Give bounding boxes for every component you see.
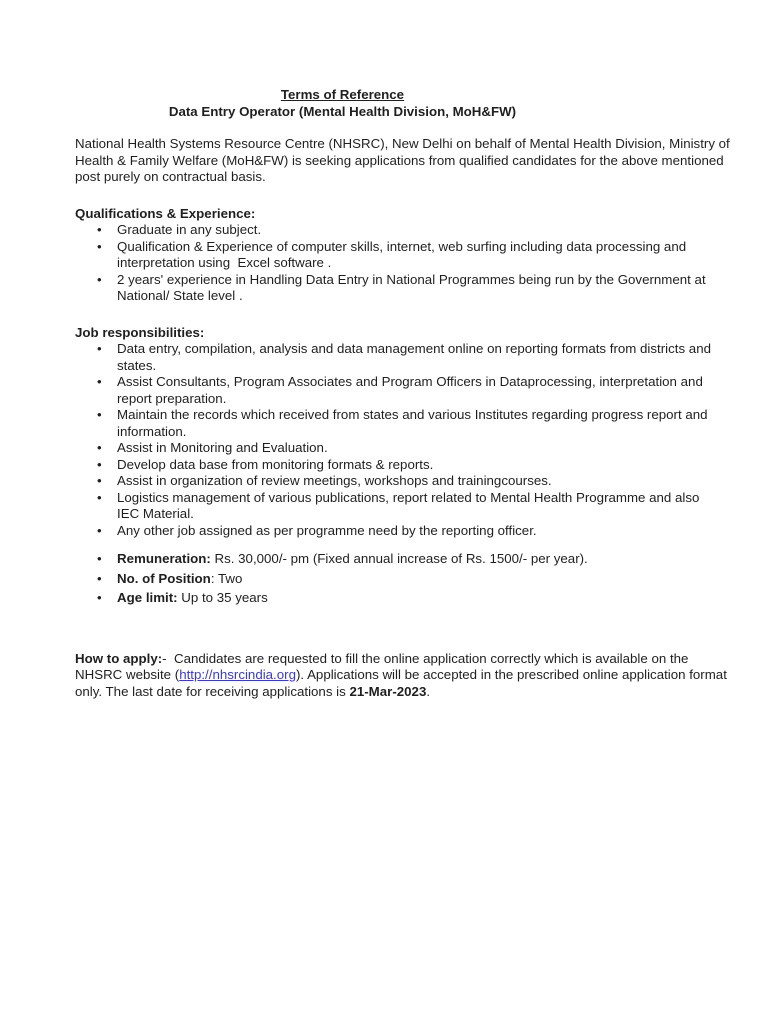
list-item bbox=[97, 271, 725, 305]
bullet-icon: • bbox=[97, 590, 102, 605]
qualifications-heading: Qualifications & Experience: bbox=[75, 205, 256, 221]
how-to-apply-paragraph bbox=[75, 651, 730, 701]
bullet-icon: • bbox=[97, 551, 102, 566]
detail-remuneration bbox=[97, 551, 725, 568]
detail-age-limit bbox=[97, 590, 725, 607]
bullet-text: Develop data base from monitoring formats & reports. bbox=[117, 456, 434, 472]
page-subtitle: Data Entry Operator (Mental Health Division, MoH&FW) bbox=[168, 103, 517, 119]
detail-positions bbox=[97, 570, 725, 588]
bullet-text: Any other job assigned as per programme need by the reporting officer. bbox=[117, 522, 537, 538]
bullet-text: Assist in Monitoring and Evaluation. bbox=[117, 440, 328, 455]
bullet-icon: • bbox=[97, 456, 102, 472]
list-item bbox=[97, 222, 725, 239]
bullet-icon: • bbox=[97, 238, 102, 254]
detail-value: Up to 35 years bbox=[177, 590, 268, 605]
position-details-list bbox=[75, 551, 725, 607]
qualifications-list bbox=[75, 222, 725, 305]
how-to-apply-label: How to apply: bbox=[75, 650, 163, 666]
apply-text-end: . bbox=[426, 683, 431, 699]
bullet-text: Graduate in any subject. bbox=[117, 222, 262, 237]
list-item bbox=[97, 456, 725, 474]
bullet-text: 2 years' experience in Handling Data Entry in National Programmes being run by the Government at National/ State level . bbox=[117, 271, 710, 303]
bullet-icon: • bbox=[97, 341, 102, 356]
list-item bbox=[97, 341, 725, 374]
bullet-icon: • bbox=[97, 374, 102, 389]
detail-label: Age limit: bbox=[117, 590, 178, 605]
bullet-icon: • bbox=[97, 489, 102, 505]
apply-text-after-link: ). Applications will be accepted in the prescribed online application format only. The last date for receiving applications is bbox=[75, 667, 731, 699]
bullet-text: Assist Consultants, Program Associates and Program Officers in Dataprocessing, interpretation and report preparation. bbox=[117, 374, 707, 406]
detail-label: Remuneration: bbox=[117, 551, 211, 566]
section-qualifications bbox=[75, 206, 730, 305]
intro-paragraph: National Health Systems Resource Centre (NHSRC), New Delhi on behalf of Mental Health Division, Ministry of Health & Family Welfare (MoH&FW) is seeking applications from qualified candidates for the above mentioned post purely on contractual basis. bbox=[75, 136, 734, 184]
bullet-icon: • bbox=[97, 440, 102, 455]
responsibilities-list bbox=[75, 341, 725, 539]
detail-label: No. of Position bbox=[117, 570, 211, 586]
bullet-text: Data entry, compilation, analysis and data management online on reporting formats from districts and states. bbox=[117, 341, 715, 373]
bullet-text: Maintain the records which received from states and various Institutes regarding progress report and information. bbox=[117, 407, 712, 439]
list-item bbox=[97, 374, 725, 407]
bullet-icon: • bbox=[97, 222, 102, 237]
bullet-text: Logistics management of various publications, report related to Mental Health Programme and also IEC Material. bbox=[117, 489, 704, 521]
bullet-icon: • bbox=[97, 570, 102, 586]
detail-value: Rs. 30,000/- pm (Fixed annual increase of Rs. 1500/- per year). bbox=[210, 551, 588, 566]
bullet-icon: • bbox=[97, 407, 102, 422]
list-item bbox=[97, 489, 725, 523]
page-title: Terms of Reference bbox=[280, 87, 405, 102]
title-block bbox=[75, 87, 610, 120]
detail-value: : Two bbox=[210, 570, 243, 586]
list-item bbox=[97, 522, 725, 540]
list-item bbox=[97, 407, 725, 440]
responsibilities-heading: Job responsibilities: bbox=[75, 324, 205, 340]
bullet-icon: • bbox=[97, 473, 102, 488]
list-item bbox=[97, 238, 725, 272]
bullet-text: Qualification & Experience of computer skills, internet, web surfing including data processing and interpretation using Excel software . bbox=[117, 238, 690, 270]
bullet-icon: • bbox=[97, 522, 102, 538]
bullet-icon: • bbox=[97, 271, 102, 287]
apply-text-before-link: - Candidates are requested to fill the online application correctly which is available on the NHSRC website ( bbox=[75, 650, 693, 682]
section-responsibilities bbox=[75, 325, 730, 540]
list-item bbox=[97, 473, 725, 490]
bullet-text: Assist in organization of review meetings, workshops and trainingcourses. bbox=[117, 473, 552, 488]
nhsrc-website-link[interactable]: http://nhsrcindia.org bbox=[179, 667, 296, 682]
list-item bbox=[97, 440, 725, 457]
application-deadline: 21-Mar-2023 bbox=[349, 683, 427, 699]
